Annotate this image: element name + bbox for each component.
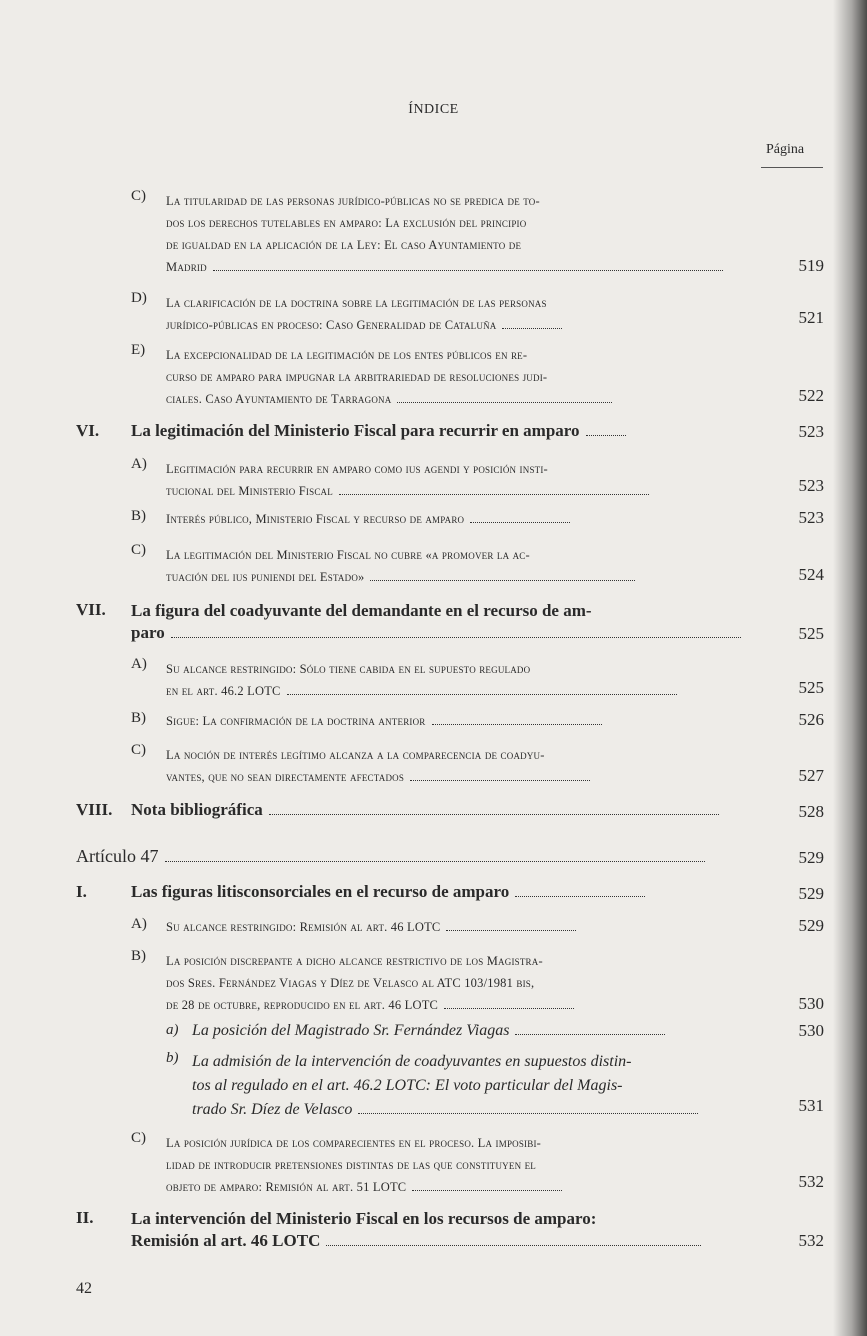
section-numeral: VII. xyxy=(76,600,106,619)
entry-marker: C) xyxy=(131,188,146,204)
page-number: 522 xyxy=(798,386,824,405)
entry-marker: A) xyxy=(131,916,147,932)
toc-entry: Su alcance restringido: Remisión al art. 46 LOTC xyxy=(166,918,766,936)
section-numeral: II. xyxy=(76,1208,94,1227)
page-number: 528 xyxy=(798,802,824,821)
page-number: 524 xyxy=(798,565,824,584)
page-number: 529 xyxy=(798,916,824,935)
page-folio: 42 xyxy=(76,1280,92,1297)
page-number: 523 xyxy=(798,508,824,527)
toc-entry: La noción de interés legítimo alcanza a la comparecencia de coadyu- vantes, que no sean directamente afectados xyxy=(166,744,766,788)
entry-marker: C) xyxy=(131,742,146,758)
page-number: 519 xyxy=(798,256,824,275)
toc-subentry: La admisión de la intervención de coadyuvantes en supuestos distin- tos al regulado en el art. 46.2 LOTC: El voto particular del Magis- trado Sr. Díez de Velasco xyxy=(192,1050,772,1122)
page-number: 523 xyxy=(798,422,824,441)
toc-entry: Sigue: La confirmación de la doctrina anterior xyxy=(166,712,766,730)
toc-entry: Interés público, Ministerio Fiscal y recurso de amparo xyxy=(166,510,766,528)
page-column-rule xyxy=(761,167,823,168)
toc-entry: La legitimación del Ministerio Fiscal no cubre «a promover la ac- tuación del ius puniendi del Estado» xyxy=(166,544,766,588)
running-title: ÍNDICE xyxy=(408,102,459,117)
section-numeral: VI. xyxy=(76,421,100,440)
page-edge-shadow xyxy=(833,0,867,1336)
page-number: 526 xyxy=(798,710,824,729)
toc-entry: La posición discrepante a dicho alcance restrictivo de los Magistra- dos Sres. Fernández Viagas y Díez de Velasco al ATC 103/1981 bis, de 28 de octubre, reproducido en el art. 46 LOTC xyxy=(166,950,766,1016)
section-heading: Nota bibliográfica xyxy=(131,800,771,820)
toc-entry: La titularidad de las personas jurídico-públicas no se predica de to- dos los derechos tutelables en amparo: La exclusión del principio de igualdad en la aplicación de la Ley: El caso Ayuntamiento de Madrid xyxy=(166,190,766,278)
page-number: 530 xyxy=(798,994,824,1013)
page-number: 530 xyxy=(798,1021,824,1040)
toc-entry: La clarificación de la doctrina sobre la legitimación de las personas jurídico-públicas en proceso: Caso Generalidad de Cataluña xyxy=(166,292,766,336)
page-number: 525 xyxy=(798,624,824,643)
section-numeral: I. xyxy=(76,882,87,901)
page-number: 531 xyxy=(798,1096,824,1115)
page-column-label: Página xyxy=(766,142,805,157)
entry-marker: B) xyxy=(131,710,146,726)
page-number: 529 xyxy=(798,848,824,867)
entry-marker: a) xyxy=(166,1022,179,1038)
page-number: 529 xyxy=(798,884,824,903)
entry-marker: B) xyxy=(131,948,146,964)
page-number: 527 xyxy=(798,766,824,785)
article-heading: Artículo 47 xyxy=(76,845,776,867)
page-number: 523 xyxy=(798,476,824,495)
section-heading: La figura del coadyuvante del demandante en el recurso de am- paro xyxy=(131,600,781,644)
entry-marker: A) xyxy=(131,456,147,472)
section-heading: Las figuras litisconsorciales en el recurso de amparo xyxy=(131,882,771,902)
entry-marker: C) xyxy=(131,542,146,558)
toc-entry: La excepcionalidad de la legitimación de los entes públicos en re- curso de amparo para impugnar la arbitrariedad de resoluciones judi- ciales. Caso Ayuntamiento de Tarragona xyxy=(166,344,766,410)
page-number: 525 xyxy=(798,678,824,697)
page-number: 532 xyxy=(798,1172,824,1191)
entry-marker: E) xyxy=(131,342,146,358)
toc-entry: La posición jurídica de los comparecientes en el proceso. La imposibi- lidad de introducir pretensiones distintas de las que constituyen el objeto de amparo: Remisión al art. 51 LOTC xyxy=(166,1132,766,1198)
entry-marker: D) xyxy=(131,290,147,306)
section-heading: La intervención del Ministerio Fiscal en los recursos de amparo: Remisión al art. 46 LOTC xyxy=(131,1208,781,1252)
section-heading: La legitimación del Ministerio Fiscal para recurrir en amparo xyxy=(131,421,771,441)
toc-entry: Legitimación para recurrir en amparo como ius agendi y posición insti- tucional del Ministerio Fiscal xyxy=(166,458,766,502)
page-number: 532 xyxy=(798,1231,824,1250)
page-number: 521 xyxy=(798,308,824,327)
entry-marker: B) xyxy=(131,508,146,524)
section-numeral: VIII. xyxy=(76,800,113,819)
entry-marker: b) xyxy=(166,1050,179,1066)
toc-entry: Su alcance restringido: Sólo tiene cabida en el supuesto regulado en el art. 46.2 LOTC xyxy=(166,658,766,702)
toc-subentry: La posición del Magistrado Sr. Fernández Viagas xyxy=(192,1022,772,1040)
entry-marker: C) xyxy=(131,1130,146,1146)
entry-marker: A) xyxy=(131,656,147,672)
